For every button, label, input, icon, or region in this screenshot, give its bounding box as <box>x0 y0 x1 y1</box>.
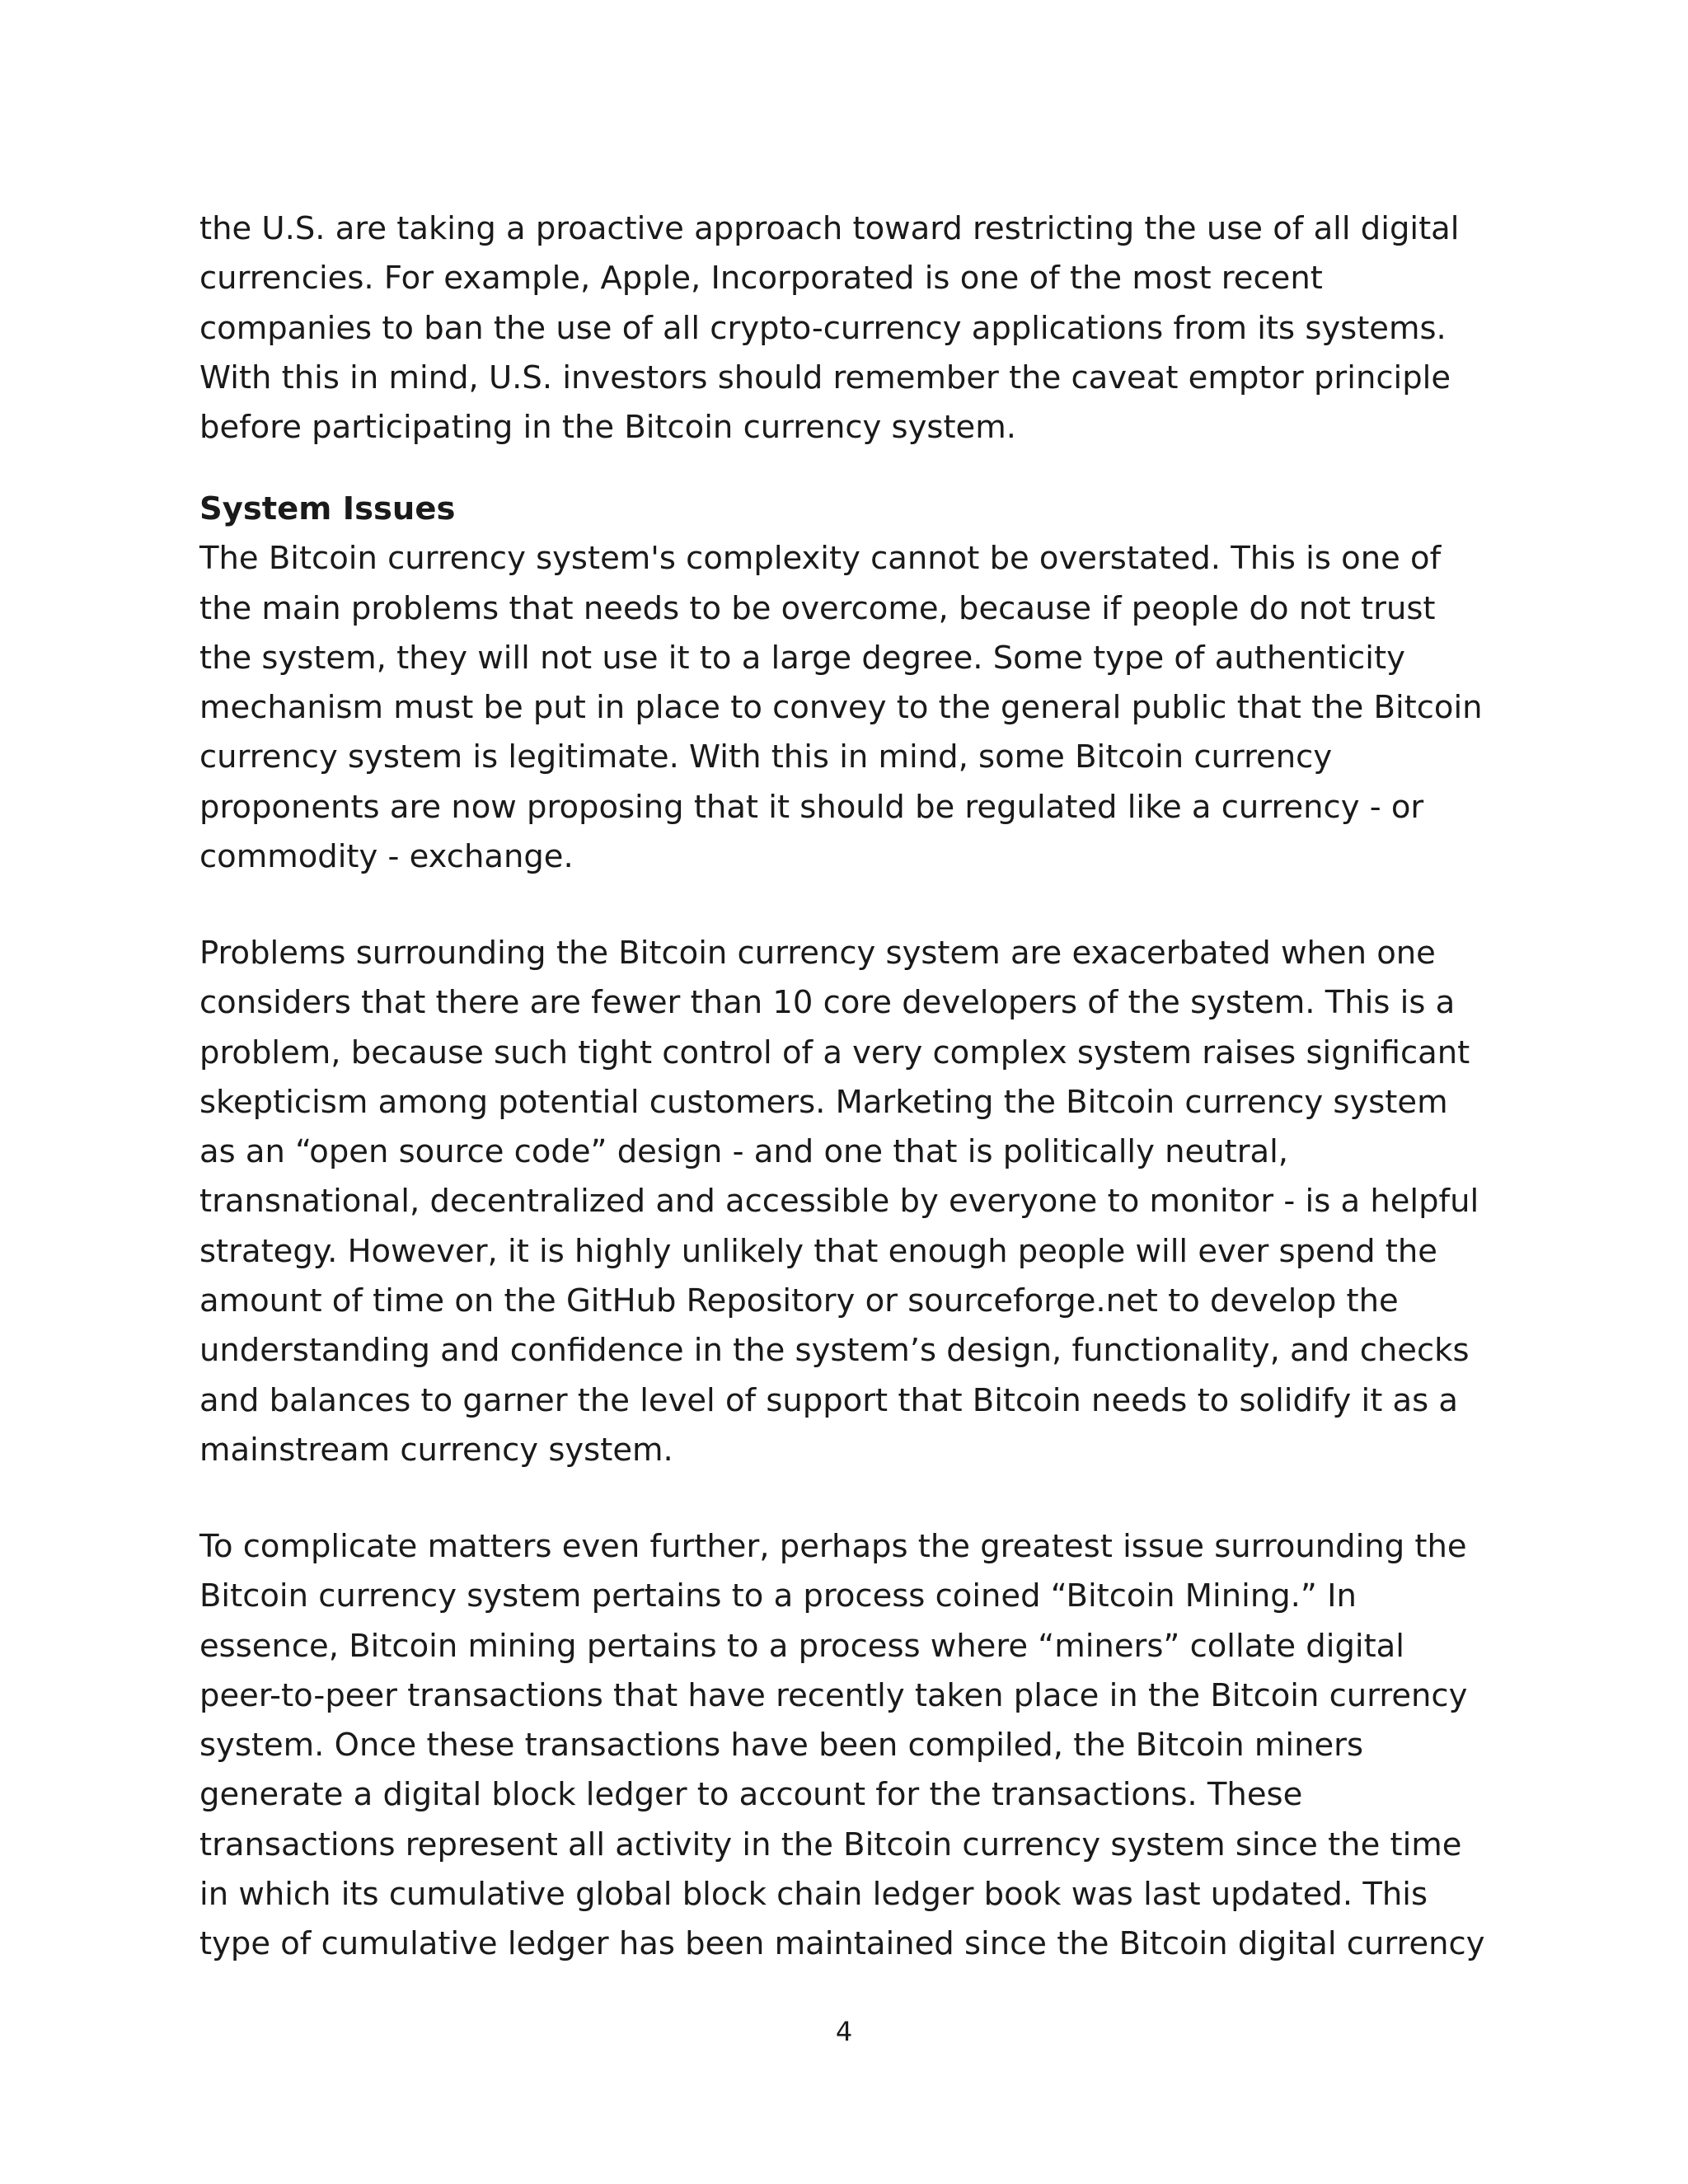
text-line: strategy. However, it is highly unlikely that enough people will ever spend the <box>199 1232 1437 1270</box>
text-line: essence, Bitcoin mining pertains to a process where “miners” collate digital <box>199 1627 1404 1665</box>
text-line: as an “open source code” design - and one that is politically neutral, <box>199 1133 1289 1171</box>
text-line: peer-to-peer transactions that have recently taken place in the Bitcoin currency <box>199 1676 1468 1714</box>
text-line: The Bitcoin currency system's complexity cannot be overstated. This is one of <box>199 540 1442 578</box>
text-line: the U.S. are taking a proactive approach toward restricting the use of all digital <box>199 210 1460 247</box>
text-line: To complicate matters even further, perhaps the greatest issue surrounding the <box>199 1528 1467 1565</box>
text-line: transactions represent all activity in the Bitcoin currency system since the time <box>199 1825 1462 1863</box>
section-system-issues <box>199 485 1502 882</box>
text-line: the main problems that needs to be overcome, because if people do not trust <box>199 589 1436 627</box>
text-line: the system, they will not use it to a large degree. Some type of authenticity <box>199 639 1405 677</box>
text-line: and balances to garner the level of support that Bitcoin needs to solidify it as a <box>199 1381 1459 1419</box>
text-line: With this in mind, U.S. investors should remember the caveat emptor principle <box>199 359 1451 396</box>
text-line: considers that there are fewer than 10 core developers of the system. This is a <box>199 984 1456 1022</box>
text-line: proponents are now proposing that it should be regulated like a currency - or <box>199 788 1424 826</box>
text-line: in which its cumulative global block chain ledger book was last updated. This <box>199 1876 1428 1914</box>
text-line: generate a digital block ledger to account for the transactions. These <box>199 1776 1303 1814</box>
text-line: type of cumulative ledger has been maintained since the Bitcoin digital currency <box>199 1925 1485 1963</box>
text-line: mechanism must be put in place to convey to the general public that the Bitcoin <box>199 689 1483 727</box>
text-line: commodity - exchange. <box>199 838 574 876</box>
page-number: 4 <box>835 2016 853 2047</box>
text-line: problem, because such tight control of a very complex system raises significant <box>199 1033 1470 1071</box>
text-line: skepticism among potential customers. Marketing the Bitcoin currency system <box>199 1083 1448 1121</box>
text-line: currencies. For example, Apple, Incorporated is one of the most recent <box>199 260 1323 298</box>
text-line: system. Once these transactions have been compiled, the Bitcoin miners <box>199 1727 1364 1765</box>
text-line: companies to ban the use of all crypto-currency applications from its systems. <box>199 309 1447 347</box>
text-line: mainstream currency system. <box>199 1431 673 1469</box>
text-line: amount of time on the GitHub Repository or sourceforge.net to develop the <box>199 1282 1399 1320</box>
text-line: understanding and confidence in the system’s design, functionality, and checks <box>199 1332 1470 1370</box>
text-line: before participating in the Bitcoin currency system. <box>199 409 1016 447</box>
text-line: Problems surrounding the Bitcoin currency system are exacerbated when one <box>199 935 1436 972</box>
text-line: currency system is legitimate. With this in mind, some Bitcoin currency <box>199 738 1333 776</box>
text-line: Bitcoin currency system pertains to a process coined “Bitcoin Mining.” In <box>199 1577 1357 1615</box>
paragraph-problems <box>199 929 1502 1475</box>
text-line: transnational, decentralized and accessible by everyone to monitor - is a helpful <box>199 1183 1479 1221</box>
section-heading: System Issues <box>199 490 456 527</box>
paragraph-intro-continuation <box>199 204 1502 452</box>
paragraph-bitcoin-mining <box>199 1522 1502 1970</box>
